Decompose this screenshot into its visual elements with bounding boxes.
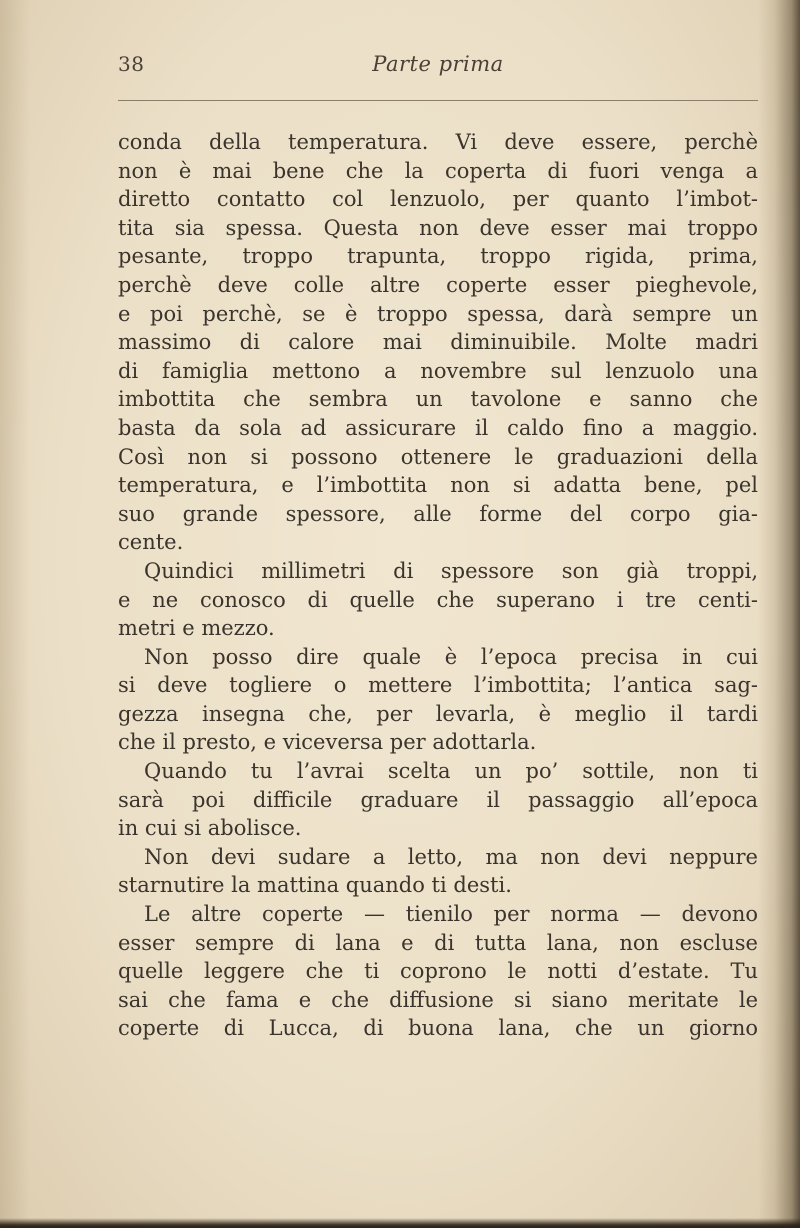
page-bottom-edge bbox=[0, 1218, 800, 1228]
text-line: imbottita che sembra un tavolone e sanno che bbox=[118, 387, 758, 412]
text-line: esser sempre di lana e di tutta lana, non escluse bbox=[118, 930, 758, 955]
text-line: perchè deve colle altre coperte esser pieghevole, bbox=[118, 272, 758, 297]
text-line: Non devi sudare a letto, ma non devi neppure bbox=[144, 844, 758, 869]
text-line: si deve togliere o mettere l’imbottita; l’antica sag- bbox=[118, 673, 758, 698]
text-line: Quando tu l’avrai scelta un po’ sottile, non ti bbox=[144, 759, 758, 784]
text-line: starnutire la mattina quando ti desti. bbox=[118, 873, 512, 898]
text-line: conda della temperatura. Vi deve essere, perchè bbox=[118, 130, 758, 154]
page-number: 38 bbox=[118, 52, 145, 76]
page-right-shadow bbox=[758, 0, 800, 1228]
running-title: Parte prima bbox=[372, 52, 504, 76]
text-line: quelle leggere che ti coprono le notti d’estate. Tu bbox=[118, 959, 758, 984]
page-left-shadow bbox=[0, 0, 30, 1228]
page-header bbox=[118, 52, 758, 88]
text-line: Non posso dire quale è l’epoca precisa in cui bbox=[144, 644, 758, 669]
text-line: Quindici millimetri di spessore son già troppi, bbox=[144, 558, 758, 583]
text-line: Così non si possono ottenere le graduazioni della bbox=[118, 444, 758, 469]
text-line: sarà poi difficile graduare il passaggio all’epoca bbox=[118, 787, 758, 812]
header-rule bbox=[118, 100, 758, 101]
text-line: non è mai bene che la coperta di fuori venga a bbox=[118, 158, 758, 183]
text-line: metri e mezzo. bbox=[118, 616, 275, 641]
text-line: massimo di calore mai diminuibile. Molte madri bbox=[118, 330, 758, 355]
text-line: sai che fama e che diffusione si siano meritate le bbox=[118, 987, 758, 1012]
text-line: che il presto, e viceversa per adottarla. bbox=[118, 730, 537, 755]
text-line: suo grande spessore, alle forme del corpo gia- bbox=[118, 501, 758, 526]
text-line: e poi perchè, se è troppo spessa, darà sempre un bbox=[118, 301, 758, 326]
text-line: temperatura, e l’imbottita non si adatta bene, pel bbox=[118, 473, 758, 498]
text-line: diretto contatto col lenzuolo, per quanto l’imbot- bbox=[118, 187, 758, 212]
text-line: di famiglia mettono a novembre sul lenzuolo una bbox=[118, 358, 758, 383]
text-line: cente. bbox=[118, 530, 184, 555]
text-line: pesante, troppo trapunta, troppo rigida, prima, bbox=[118, 244, 758, 269]
text-line: Le altre coperte — tienilo per norma — devono bbox=[144, 902, 758, 927]
text-line: tita sia spessa. Questa non deve esser mai troppo bbox=[118, 215, 758, 240]
body-text bbox=[118, 128, 758, 1043]
text-line: gezza insegna che, per levarla, è meglio il tardi bbox=[118, 701, 758, 726]
text-line: e ne conosco di quelle che superano i tre centi- bbox=[118, 587, 758, 612]
text-line: in cui si abolisce. bbox=[118, 816, 302, 841]
text-line: coperte di Lucca, di buona lana, che un giorno bbox=[118, 1016, 758, 1041]
text-line: basta da sola ad assicurare il caldo fino a maggio. bbox=[118, 415, 758, 440]
